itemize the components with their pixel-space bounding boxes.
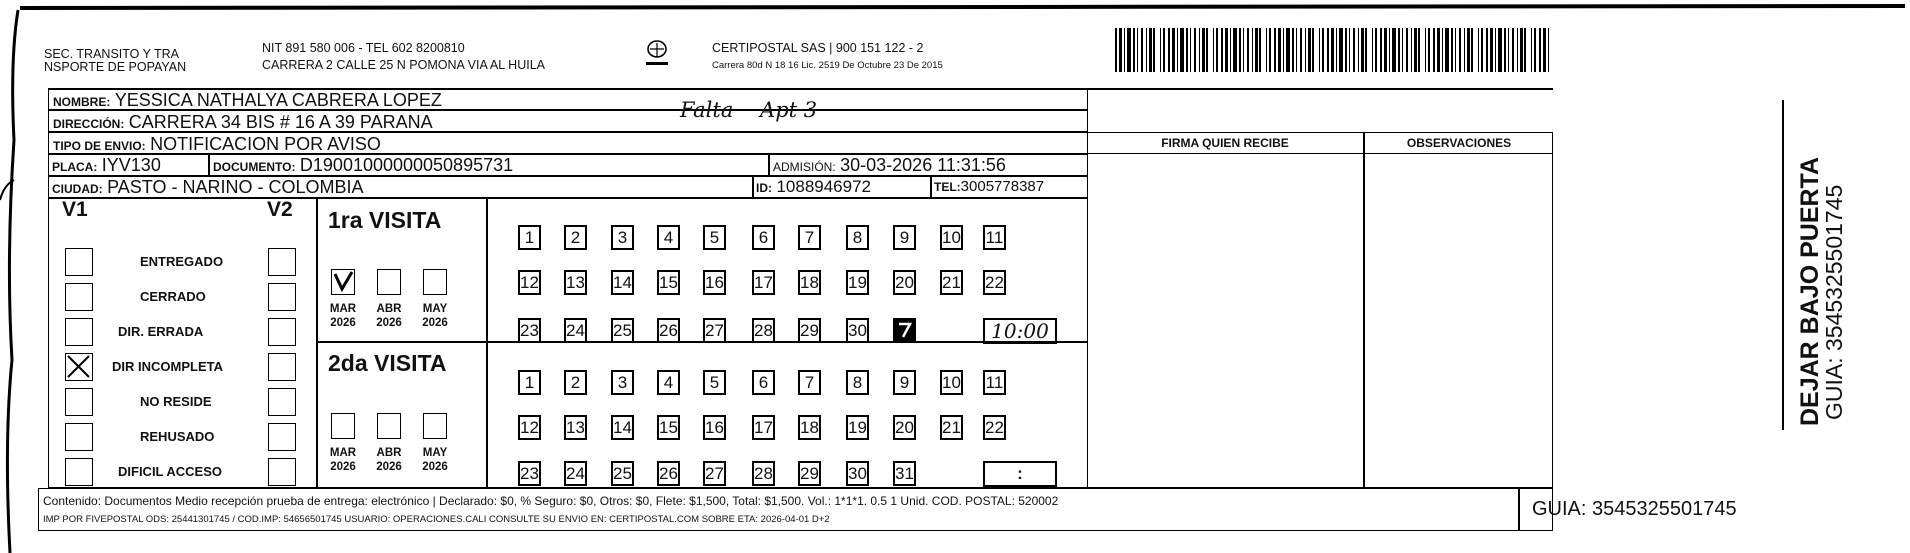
- day-box[interactable]: 6: [752, 225, 775, 250]
- documento-label: DOCUMENTO:: [213, 160, 296, 174]
- day-box[interactable]: 3: [611, 225, 634, 250]
- tipo-row: [48, 132, 1088, 154]
- day-box[interactable]: 26: [657, 318, 680, 343]
- status-option-label: NO RESIDE: [140, 394, 212, 409]
- day-box[interactable]: 17: [752, 415, 775, 440]
- barcode: [1115, 28, 1555, 74]
- day-box[interactable]: 13: [564, 415, 587, 440]
- day-box[interactable]: 18: [798, 270, 821, 295]
- day-box[interactable]: 25: [611, 461, 634, 486]
- documento-field: [213, 155, 513, 176]
- v1-checkbox[interactable]: [65, 318, 93, 346]
- sender-name-line1: SEC. TRANSITO Y TRA: [44, 47, 179, 61]
- day-box[interactable]: 30: [846, 461, 869, 486]
- v1-checkbox[interactable]: [65, 458, 93, 486]
- firma-divider: [1363, 132, 1365, 488]
- v1-checkbox[interactable]: [65, 423, 93, 451]
- status-option-label: REHUSADO: [140, 429, 215, 444]
- placa-divider: [208, 154, 210, 176]
- status-divider: [316, 198, 318, 488]
- day-box[interactable]: 31: [893, 461, 916, 486]
- day-box[interactable]: 15: [657, 270, 680, 295]
- tel-divider: [930, 176, 932, 198]
- second-visit-time[interactable]: :: [983, 461, 1057, 487]
- month-label: ABR 2026: [376, 303, 402, 329]
- day-box[interactable]: 8: [846, 370, 869, 395]
- tel-value: 3005778387: [960, 178, 1045, 195]
- direccion-value: CARRERA 34 BIS # 16 A 39 PARANA: [128, 112, 433, 132]
- day-box[interactable]: 8: [846, 225, 869, 250]
- day-box[interactable]: 9: [893, 370, 916, 395]
- id-divider: [752, 176, 754, 198]
- day-box[interactable]: 28: [752, 318, 775, 343]
- placa-label: PLACA:: [52, 160, 98, 174]
- day-box[interactable]: 22: [983, 270, 1006, 295]
- day-box[interactable]: 27: [703, 318, 726, 343]
- sender-address: CARRERA 2 CALLE 25 N POMONA VIA AL HUILA: [262, 58, 545, 72]
- day-box[interactable]: 9: [893, 225, 916, 250]
- day-box[interactable]: 5: [703, 225, 726, 250]
- status-option-label: CERRADO: [140, 289, 206, 304]
- day-box[interactable]: 12: [518, 415, 541, 440]
- ciudad-value: PASTO - NARINO - COLOMBIA: [107, 177, 364, 197]
- day-box[interactable]: 15: [657, 415, 680, 440]
- side-guia: GUIA: 3545325501745: [1821, 184, 1847, 420]
- first-visit-label: 1ra VISITA: [328, 207, 442, 233]
- v1-label: V1: [62, 198, 88, 221]
- day-box[interactable]: 4: [657, 225, 680, 250]
- day-box[interactable]: 24: [564, 318, 587, 343]
- status-option-label: DIR. ERRADA: [118, 324, 204, 339]
- day-box[interactable]: 23: [518, 461, 541, 486]
- day-box[interactable]: 21: [940, 415, 963, 440]
- sender-nit: NIT 891 580 006 - TEL 602 8200810: [262, 41, 465, 55]
- v2-checkbox[interactable]: [268, 248, 296, 276]
- day-box[interactable]: [893, 318, 916, 343]
- placa-field: [52, 155, 161, 176]
- admision-label: ADMISIÓN:: [773, 160, 836, 174]
- month-checkbox[interactable]: [331, 269, 355, 295]
- visits-divider: [486, 198, 488, 488]
- id-value: 1088946972: [776, 177, 871, 196]
- day-box[interactable]: 23: [518, 318, 541, 343]
- admision-field: [773, 155, 1006, 176]
- second-visit-label: 2da VISITA: [328, 350, 447, 376]
- day-box[interactable]: 18: [798, 415, 821, 440]
- month-label: MAR 2026: [329, 447, 357, 473]
- day-box[interactable]: 29: [798, 461, 821, 486]
- day-box[interactable]: 13: [564, 270, 587, 295]
- footer-divider: [1518, 488, 1520, 531]
- first-visit-time[interactable]: 10:00: [983, 318, 1057, 344]
- documento-value: D19001000000050895731: [299, 155, 514, 175]
- v2-checkbox[interactable]: [268, 318, 296, 346]
- firma-box: [1087, 132, 1553, 488]
- month-label: MAR 2026: [329, 303, 357, 329]
- v2-checkbox[interactable]: [268, 353, 296, 381]
- tel-label: TEL:: [934, 180, 961, 194]
- side-title: DEJAR BAJO PUERTA: [1796, 156, 1824, 426]
- day-box[interactable]: 14: [611, 415, 634, 440]
- side-divider: [1782, 100, 1784, 430]
- day-box[interactable]: 22: [983, 415, 1006, 440]
- footer-line1: Contenido: Documentos Medio recepción prueba de entrega: electrónico | Declarado: $0, % Seguro: $0, Otros: $0, Flete: $1,500, Total: $1,500. Vol.: 1*1*1. 0.5 1 Unid. COD. POSTAL: 520002: [43, 494, 1059, 508]
- placa-value: IYV130: [101, 155, 161, 175]
- month-checkbox[interactable]: [331, 413, 355, 439]
- day-box[interactable]: 1: [518, 370, 541, 395]
- day-box[interactable]: 21: [940, 270, 963, 295]
- v1-checkbox[interactable]: [65, 283, 93, 311]
- month-label: MAY 2026: [422, 447, 448, 473]
- month-checkbox[interactable]: [423, 413, 447, 439]
- sender-name-line2: NSPORTE DE POPAYAN: [44, 60, 187, 74]
- observaciones-label: OBSERVACIONES: [1406, 136, 1512, 150]
- status-option-label: ENTREGADO: [140, 254, 224, 269]
- v1-checkbox[interactable]: [65, 388, 93, 416]
- day-box[interactable]: 30: [846, 318, 869, 343]
- day-box[interactable]: 14: [611, 270, 634, 295]
- v2-checkbox[interactable]: [268, 283, 296, 311]
- month-label: MAY 2026: [422, 303, 448, 329]
- footer-line2: IMP POR FIVEPOSTAL ODS: 25441301745 / COD.IMP: 54656501745 USUARIO: OPERACIONES.CALI CONSULTE SU ENVIO EN: CERTIPOSTAL.COM SOBRE ETA: 2026-04-01 D+2: [43, 514, 830, 525]
- day-box[interactable]: 10: [940, 370, 963, 395]
- day-box[interactable]: 20: [893, 270, 916, 295]
- month-checkbox[interactable]: [377, 269, 401, 295]
- day-box[interactable]: 6: [752, 370, 775, 395]
- day-box[interactable]: 5: [703, 370, 726, 395]
- firma-label: FIRMA QUIEN RECIBE: [1161, 136, 1289, 150]
- month-checkbox[interactable]: [423, 269, 447, 295]
- v2-checkbox[interactable]: [268, 423, 296, 451]
- admision-divider: [768, 154, 770, 176]
- carrier-name: CERTIPOSTAL SAS | 900 151 122 - 2: [712, 41, 924, 55]
- day-box[interactable]: 7: [798, 370, 821, 395]
- id-field: [756, 177, 871, 197]
- day-box[interactable]: 28: [752, 461, 775, 486]
- direccion-label: DIRECCIÓN:: [53, 117, 125, 131]
- day-box[interactable]: 19: [846, 415, 869, 440]
- v2-label: V2: [267, 198, 293, 221]
- day-box[interactable]: 12: [518, 270, 541, 295]
- day-box[interactable]: 11: [983, 370, 1006, 395]
- month-checkbox[interactable]: [377, 413, 401, 439]
- day-box[interactable]: 10: [940, 225, 963, 250]
- ciudad-label: CIUDAD:: [52, 182, 103, 196]
- tipo-label: TIPO DE ENVIO:: [53, 139, 146, 153]
- direccion-row: [48, 110, 1088, 132]
- footer-guia: GUIA: 3545325501745: [1532, 498, 1737, 520]
- status-option-label: DIR INCOMPLETA: [112, 359, 223, 374]
- tel-field: [934, 178, 1044, 196]
- day-box[interactable]: 2: [564, 225, 587, 250]
- day-box[interactable]: 26: [657, 461, 680, 486]
- nombre-value: YESSICA NATHALYA CABRERA LOPEZ: [114, 90, 442, 110]
- day-box[interactable]: 24: [564, 461, 587, 486]
- day-box[interactable]: 19: [846, 270, 869, 295]
- day-box[interactable]: 17: [752, 270, 775, 295]
- day-box[interactable]: 25: [611, 318, 634, 343]
- v1-checkbox[interactable]: [65, 248, 93, 276]
- nombre-row: [48, 88, 1088, 110]
- day-box[interactable]: 16: [703, 270, 726, 295]
- nombre-label: NOMBRE:: [53, 95, 111, 109]
- v1-checkbox[interactable]: [65, 353, 93, 381]
- day-box[interactable]: 7: [798, 225, 821, 250]
- day-box[interactable]: 3: [611, 370, 634, 395]
- admision-value: 30-03-2026 11:31:56: [840, 155, 1006, 175]
- tipo-value: NOTIFICACION POR AVISO: [150, 134, 381, 154]
- day-box[interactable]: 11: [983, 225, 1006, 250]
- day-box[interactable]: 29: [798, 318, 821, 343]
- carrier-address: Carrera 80d N 18 16 Lic. 2519 De Octubre 23 De 2015: [712, 60, 943, 71]
- day-box[interactable]: 20: [893, 415, 916, 440]
- day-box[interactable]: 1: [518, 225, 541, 250]
- v2-checkbox[interactable]: [268, 388, 296, 416]
- visits-row-divider: [316, 341, 1088, 343]
- v2-checkbox[interactable]: [268, 458, 296, 486]
- month-label: ABR 2026: [376, 447, 402, 473]
- handwritten-note: Falta Apt 3: [680, 98, 818, 122]
- day-box[interactable]: 2: [564, 370, 587, 395]
- status-option-label: DIFICIL ACCESO: [118, 464, 223, 479]
- day-box[interactable]: 27: [703, 461, 726, 486]
- certipostal-logo-icon: [644, 38, 670, 68]
- id-label: ID:: [756, 181, 772, 195]
- ciudad-field: [52, 177, 364, 198]
- day-box[interactable]: 16: [703, 415, 726, 440]
- day-box[interactable]: 4: [657, 370, 680, 395]
